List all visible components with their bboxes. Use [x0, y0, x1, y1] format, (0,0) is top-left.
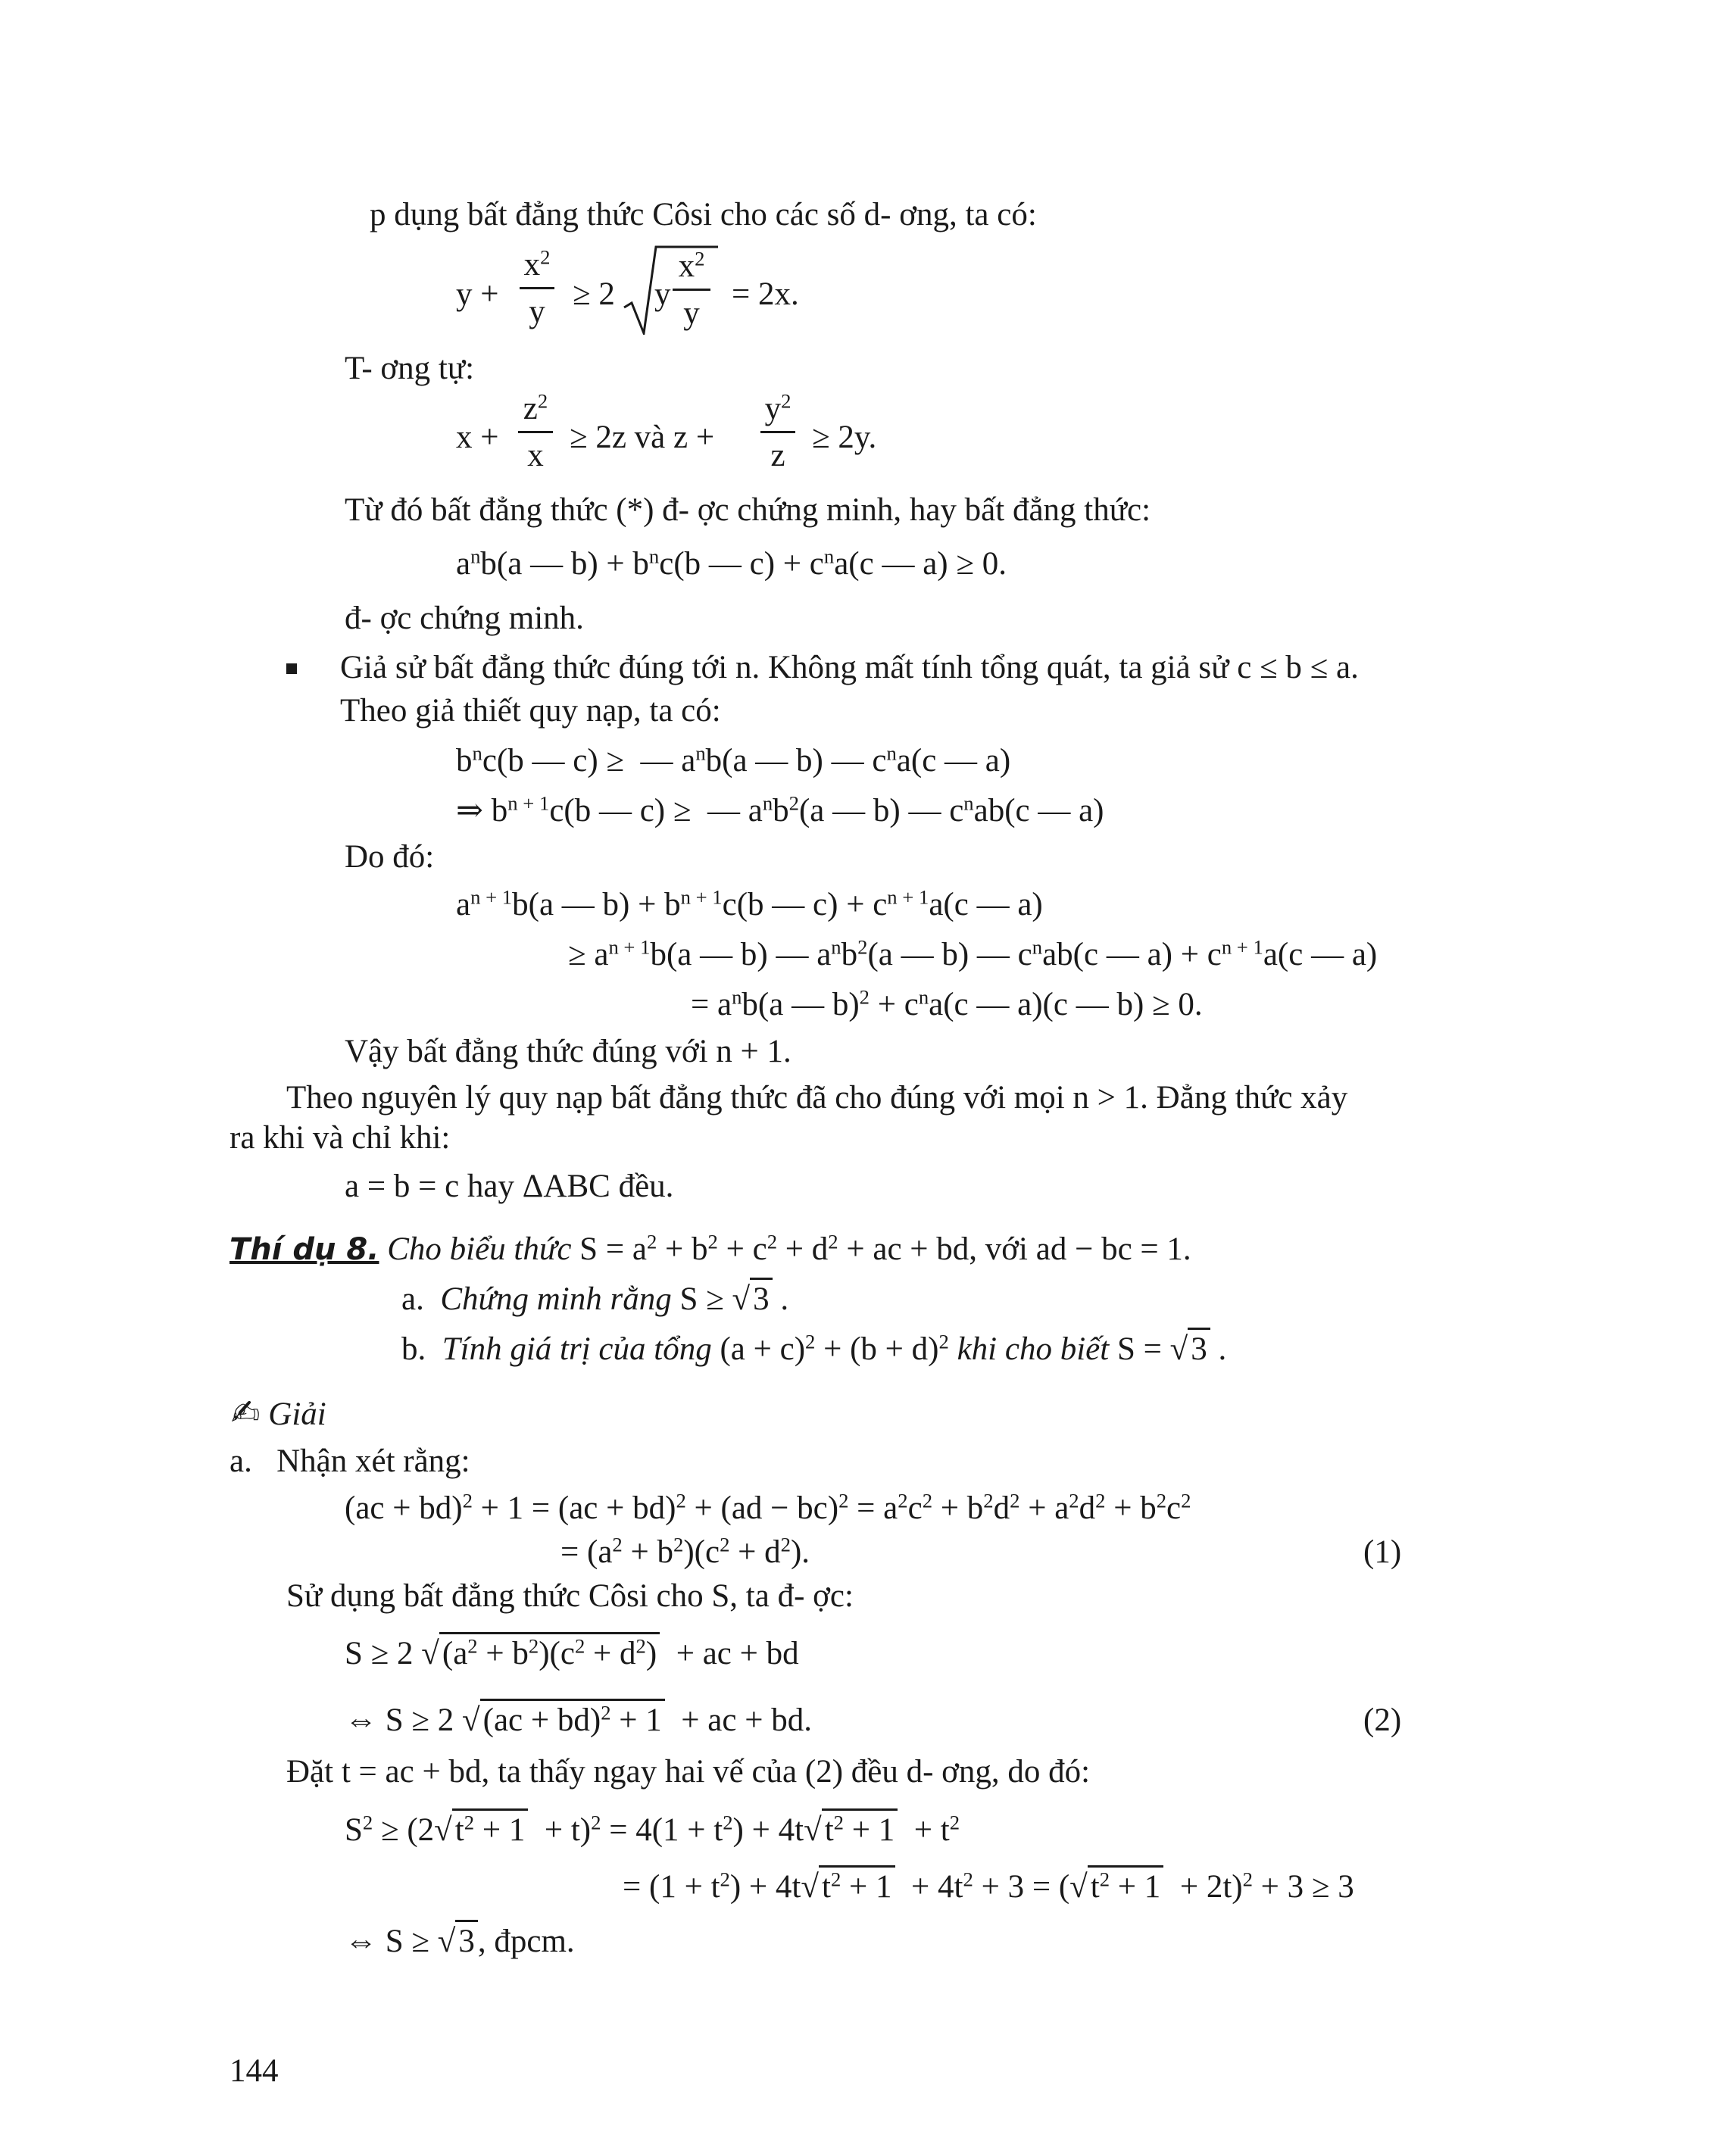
example-part-b: b. Tính giá trị của tổng $(a + c)^2 + (b + d)^2$ khi cho biết S = √3 . — [401, 1333, 1226, 1365]
text-line: Vậy bất đẳng thức đúng với n + 1. — [345, 1034, 792, 1069]
fraction-numerator: $x^2$ — [523, 245, 551, 282]
equation-line: $S^2 \ge (2√t^2 + 1 + t)^2 = 4(1 + t^2) + 4t√t^2 + 1 + t^2$ — [345, 1814, 960, 1846]
equation-line: $(ac + bd)^2 + 1 = (ac + bd)^2 + (ad - bc)^2 = a^2c^2 + b^2d^2 + a^2d^2 + b^2c^2$ — [345, 1489, 1191, 1526]
equation-line: $b^nc(b$ — c) ≥ — $a^nb(a$ — b) — $c^na(c$ — a) — [456, 741, 1011, 779]
page-number: 144 — [229, 2053, 279, 2089]
text-line: Sử dụng bất đẳng thức Côsi cho S, ta đ- ợc: — [286, 1578, 854, 1614]
example-part-a: a. Chứng minh rằng S ≥ √3 . — [401, 1283, 788, 1315]
equation-number: (2) — [1363, 1702, 1402, 1738]
fraction-denominator: y — [529, 294, 545, 329]
equation-line: ≥ $a^{n + 1}b(a$ — b) — $a^nb^2(a$ — b) — $c^nab(c$ — $a) + c^{n + 1}a(c$ — a) — [568, 935, 1378, 972]
pen-icon: ✍ — [231, 1392, 261, 1433]
example-label: Thí dụ 8. — [229, 1232, 379, 1267]
text-line: Do đó: — [345, 839, 435, 875]
equation-line: ⇔ S ≥ 2 √(ac + bd)$^2$ + 1 + ac + bd. — [345, 1704, 812, 1737]
equation-line: ⇔ S ≥ √3, đpcm. — [345, 1925, 575, 1958]
equation-line: S ≥ 2 $√(a^2 + b^2)(c^2 + d^2)$ + ac + bd — [345, 1637, 799, 1670]
equation-line: $a^nb(a$ — $b) + b^nc(b$ — $c) + c^na(c$ — a) ≥ 0. — [456, 545, 1007, 582]
equation-line: = $(1 + t^2) + 4t√t^2 + 1 + 4t^2 + 3 = (√t^2 + 1 + 2t)^2 + 3 \ge 3$ — [623, 1871, 1354, 1903]
text-line: Giả sử bất đẳng thức đúng tới n. Không mất tính tổng quát, ta giả sử c ≤ b ≤ a. — [340, 650, 1359, 685]
text-line: Theo giả thiết quy nạp, ta có: — [340, 693, 721, 729]
equation-line: = $(a^2 + b^2)(c^2 + d^2)$. — [560, 1533, 810, 1570]
text-line: đ- ợc chứng minh. — [345, 601, 584, 636]
solution-part-a: a. Nhận xét rằng: — [229, 1443, 470, 1479]
text-line: p dụng bất đẳng thức Côsi cho các số d- ơng, ta có: — [370, 197, 1037, 232]
example-heading: Thí dụ 8. Cho biểu thức $S = a^2 + b^2 + c^2 + d^2$ + ac + bd, với ad − bc = 1. — [229, 1230, 1191, 1267]
equation-number: (1) — [1363, 1534, 1402, 1570]
equation-line: ⇒ $b^{n + 1}c(b$ — c) ≥ — $a^nb^2(a$ — b) — $c^nab(c$ — a) — [456, 791, 1104, 829]
equation-line: = $a^nb(a$ — $b)^2 + c^na(c$ — a)(c — b) ≥ 0. — [691, 985, 1203, 1022]
bullet-icon — [286, 663, 297, 674]
solution-heading: ✍ Giải — [231, 1392, 326, 1433]
text-line: Đặt t = ac + bd, ta thấy ngay hai vế của (2) đều d- ơng, do đó: — [286, 1754, 1091, 1790]
text-line: a = b = c hay ΔABC đều. — [345, 1169, 674, 1204]
text-line: ra khi và chỉ khi: — [229, 1120, 451, 1156]
text-line: Từ đó bất đẳng thức (*) đ- ợc chứng minh, hay bất đẳng thức: — [345, 492, 1151, 528]
equation-line: $a^{n + 1}b(a$ — $b) + b^{n + 1}c(b$ — $c) + c^{n + 1}a(c$ — a) — [456, 885, 1043, 922]
text-line: Theo nguyên lý quy nạp bất đẳng thức đã cho đúng với mọi n > 1. Đẳng thức xảy — [286, 1080, 1348, 1116]
text-line: T- ơng tự: — [345, 351, 475, 386]
